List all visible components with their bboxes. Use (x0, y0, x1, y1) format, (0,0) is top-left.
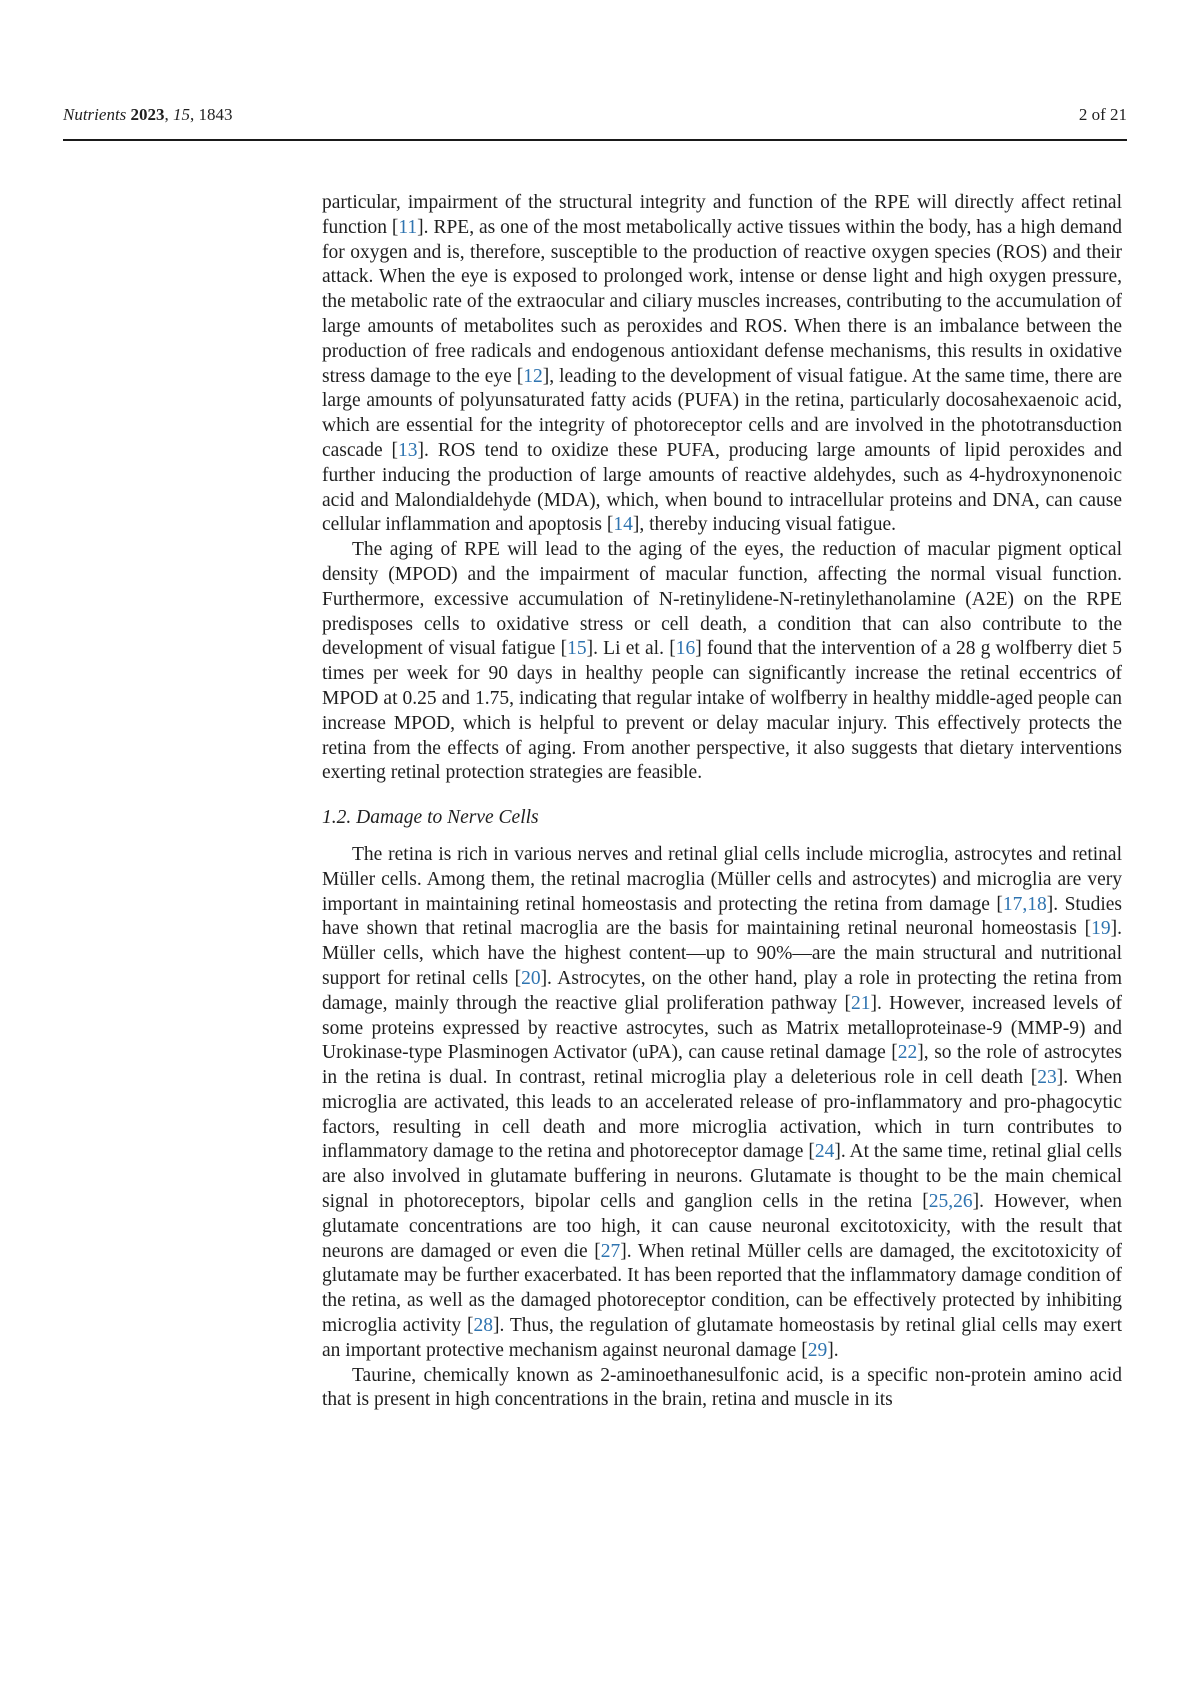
text-run: ]. Thus, the regulation of glutamate homeostasis by retinal glial cells may exert an important protective mechanism against neuronal damage [ (322, 1315, 1122, 1361)
citation-link[interactable]: 19 (1091, 918, 1111, 940)
text-run: ]. Astrocytes, on the other hand, play a role in protecting the retina from damage, mainly through the reactive glial proliferation pathway [ (322, 967, 1122, 1014)
citation-link[interactable]: 17,18 (1002, 893, 1047, 915)
citation-link[interactable]: 22 (897, 1042, 918, 1064)
text-run: ]. Studies have shown that retinal macroglia are the basis for maintaining retinal neuronal homeostasis [ (322, 893, 1122, 940)
text-run: The retina is rich in various nerves and retinal glial cells include microglia, astrocytes and retinal Müller cells. Among them, the retinal macroglia (Müller cells and astrocytes) and microglia are very important in maintaining retinal homeostasis and protecting the retina from damage [ (322, 843, 1122, 915)
journal-citation (63, 103, 233, 127)
citation-link[interactable]: 27 (600, 1240, 621, 1262)
paragraph (322, 843, 1122, 1364)
text-run: particular, impairment of the structural integrity and function of the RPE will directly affect retinal function [ (322, 192, 1122, 238)
paragraph (322, 538, 1122, 786)
text-run: 2023 (130, 105, 165, 124)
paragraph (322, 191, 1122, 538)
citation-link[interactable]: 20 (521, 967, 541, 989)
citation-link[interactable]: 23 (1037, 1067, 1057, 1089)
text-run: ], so the role of astrocytes in the retina is dual. In contrast, retinal microglia play a deleterious role in cell death [ (322, 1042, 1122, 1089)
citation-link[interactable]: 15 (567, 638, 587, 660)
text-run: ]. Müller cells, which have the highest content—up to 90%—are the main structural and nutritional support for retinal cells [ (322, 918, 1122, 989)
citation-link[interactable]: 12 (523, 365, 543, 387)
citation-link[interactable]: 29 (807, 1339, 828, 1361)
text-run: ]. However, when glutamate concentrations are too high, it can cause neuronal excitotoxicity, with the result that neurons are damaged or even die [ (322, 1191, 1122, 1262)
page-number: 2 of 21 (1078, 105, 1127, 124)
text-run: ], thereby inducing visual fatigue. (632, 514, 897, 536)
text-run: ]. However, increased levels of some proteins expressed by reactive astrocytes, such as Matrix metalloproteinase-9 (MMP-9) and Urokinase-type Plasminogen Activator (uPA), can cause retinal damage [ (322, 992, 1122, 1064)
text-run: ]. (827, 1339, 839, 1361)
section-heading: 1.2. Damage to Nerve Cells (322, 807, 539, 829)
citation-link[interactable]: 13 (398, 439, 418, 461)
text-run: ]. RPE, as one of the most metabolically active tissues within the body, has a high demand for oxygen and is, therefore, susceptible to the production of reactive oxygen species (ROS) and their attack. When the eye is exposed to prolonged work, intense or dense light and high oxygen pressure, the metabolic rate of the extraocular and ciliary muscles increases, contributing to the accumulation of large amounts of metabolites such as peroxides and ROS. When there is an imbalance between the production of free radicals and endogenous antioxidant defense mechanisms, this results in oxidative stress damage to the eye [ (322, 216, 1123, 387)
citation-link[interactable]: 25,26 (928, 1191, 973, 1213)
article-body (322, 191, 1122, 1413)
paragraph (322, 1364, 1122, 1414)
text-run: Nutrients (63, 105, 131, 124)
citation-link[interactable]: 28 (473, 1315, 493, 1337)
citation-link[interactable]: 11 (398, 216, 418, 238)
text-run: ]. Li et al. [ (586, 638, 676, 660)
text-run: Taurine, chemically known as 2-aminoethanesulfonic acid, is a specific non-protein amino acid that is present in high concentrations in the brain, retina and muscle in its (322, 1364, 1122, 1411)
citation-link[interactable]: 14 (613, 514, 633, 536)
text-run: ]. At the same time, retinal glial cells are also involved in glutamate buffering in neurons. Glutamate is thought to be the main chemical signal in photoreceptors, bipolar cells and ganglion cells in the retina [ (322, 1141, 1122, 1213)
text-run: ], leading to the development of visual fatigue. At the same time, there are large amounts of polyunsaturated fatty acids (PUFA) in the retina, particularly docosahexaenoic acid, which are essential for the integrity of photoreceptor cells and are involved in the phototransduction cascade [ (322, 365, 1122, 461)
text-run: ] found that the intervention of a 28 g wolfberry diet 5 times per week for 90 days in healthy people can significantly increase the retinal eccentrics of MPOD at 0.25 and 1.75, indicating that regular intake of wolfberry in healthy middle-aged people can increase MPOD, which is helpful to prevent or delay macular injury. This effectively protects the retina from the effects of aging. From another perspective, it also suggests that dietary interventions exerting retinal protection strategies are feasible. (322, 638, 1122, 784)
text-run: ]. When microglia are activated, this leads to an accelerated release of pro-inflammatory and pro-phagocytic factors, resulting in cell death and more microglia activation, which in turn contributes to inflammatory damage to the retina and photoreceptor damage [ (322, 1067, 1123, 1163)
citation-link[interactable]: 16 (675, 638, 696, 660)
text-run: , (164, 105, 174, 124)
text-run: 15 (173, 105, 191, 124)
header-rule (63, 139, 1127, 141)
text-run: , 1843 (190, 105, 233, 124)
text-run: ]. When retinal Müller cells are damaged, the excitotoxicity of glutamate may be further exacerbated. It has been reported that the inflammatory damage condition of the retina, as well as the damaged photoreceptor condition, can be effectively protected by inhibiting microglia activity [ (322, 1240, 1122, 1337)
text-run: The aging of RPE will lead to the aging of the eyes, the reduction of macular pigment optical density (MPOD) and the impairment of macular function, affecting the normal visual function. Furthermore, excessive accumulation of N-retinylidene-N-retinylethanolamine (A2E) on the RPE predisposes cells to oxidative stress or cell death, a condition that can also contribute to the development of visual fatigue [ (322, 539, 1122, 660)
text-run: ]. ROS tend to oxidize these PUFA, producing large amounts of lipid peroxides and further inducing the production of large amounts of reactive aldehydes, such as 4-hydroxynonenoic acid and Malondialdehyde (MDA), which, when bound to intracellular proteins and DNA, can cause cellular inflammation and apoptosis [ (322, 439, 1123, 536)
citation-link[interactable]: 21 (850, 992, 871, 1014)
running-head (63, 103, 1127, 127)
citation-link[interactable]: 24 (814, 1141, 835, 1163)
